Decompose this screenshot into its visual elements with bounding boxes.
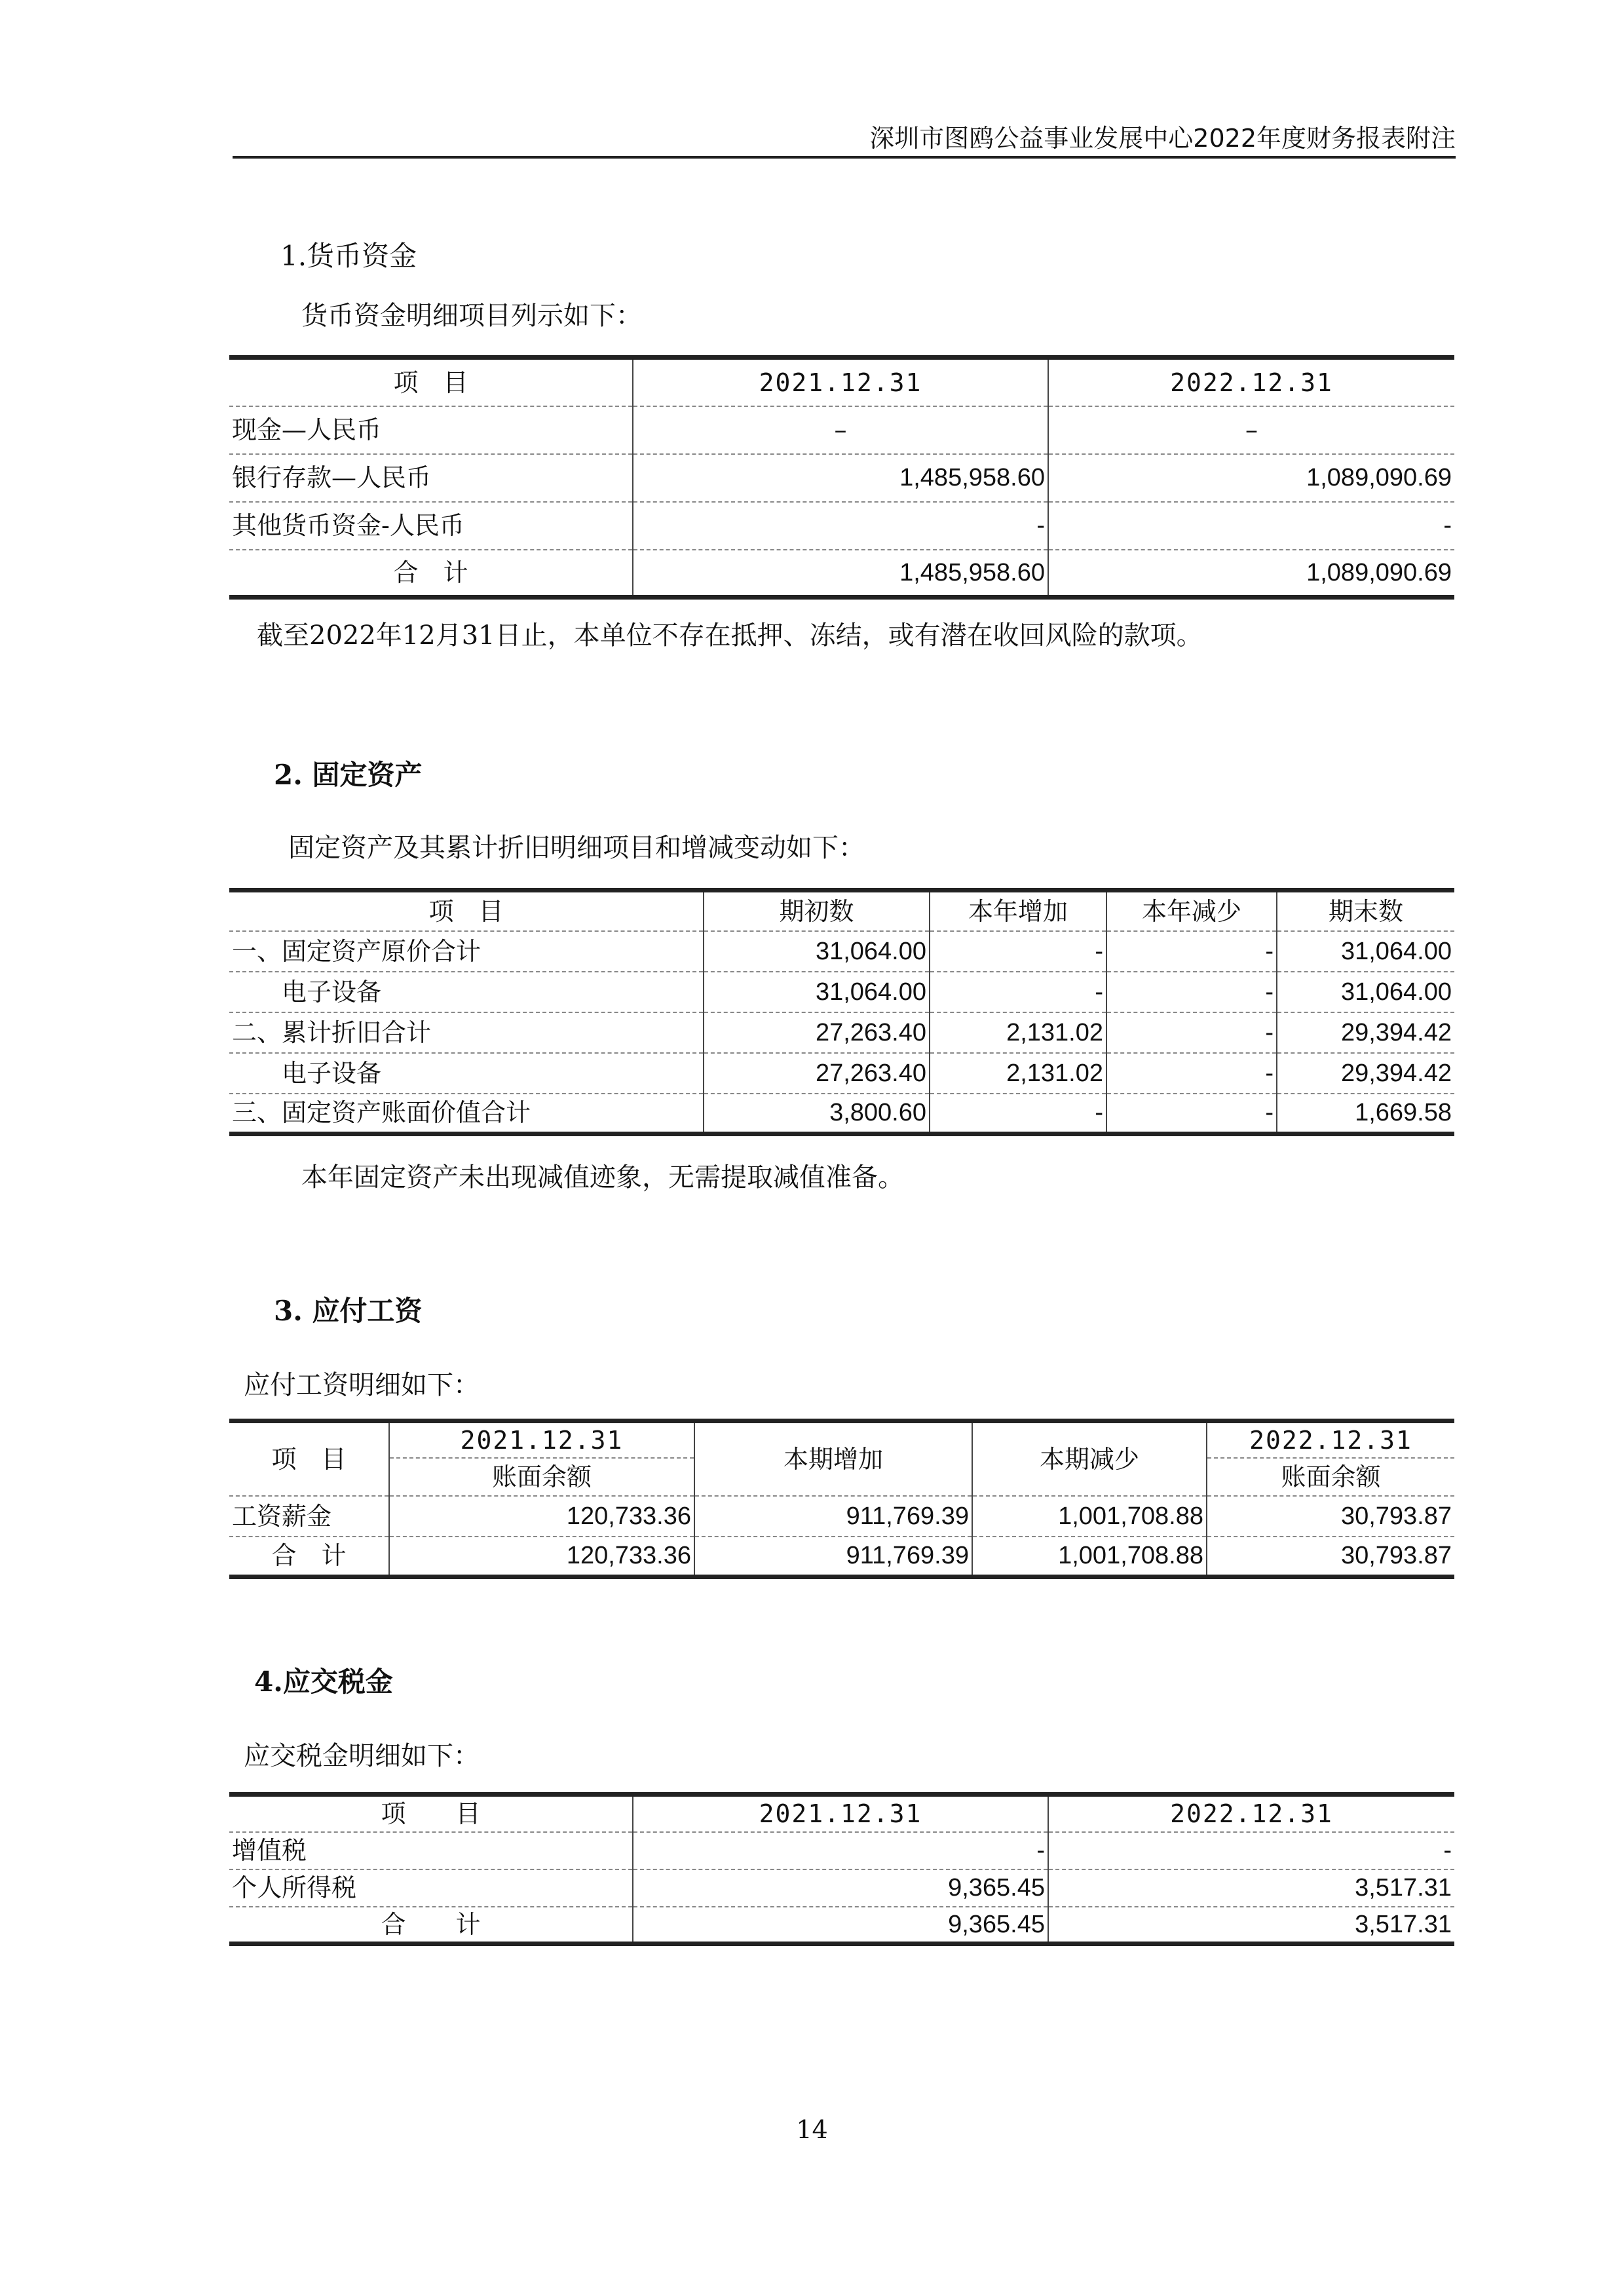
cell-begin: 27,263.40 — [704, 1012, 930, 1053]
section-2-title: 2. 固定资产 — [274, 759, 423, 791]
header-2022: 2022.12.31 — [1048, 1795, 1454, 1832]
cell-2021: 9,365.45 — [633, 1907, 1048, 1944]
section-4-intro: 应交税金明细如下： — [244, 1741, 480, 1771]
table-header-row — [229, 358, 1454, 406]
cell-increase: 2,131.02 — [930, 1053, 1106, 1094]
table-row — [229, 454, 1454, 502]
table-row — [229, 406, 1454, 454]
header-item: 项 目 — [229, 890, 704, 931]
cell-2022: 3,517.31 — [1048, 1869, 1454, 1907]
section-2-intro: 固定资产及其累计折旧明细项目和增减变动如下： — [288, 833, 865, 863]
row-label: 电子设备 — [229, 1053, 704, 1094]
header-2021: 2021.12.31 — [633, 1795, 1048, 1832]
cell-2022: 1,089,090.69 — [1048, 550, 1454, 598]
header-increase: 本期增加 — [694, 1421, 972, 1496]
header-item: 项 目 — [229, 1421, 389, 1496]
total-row — [229, 550, 1454, 598]
cell-decrease: - — [1106, 1012, 1277, 1053]
section-1-intro: 货币资金明细项目列示如下： — [301, 301, 642, 331]
table-row — [229, 1053, 1454, 1094]
cell-begin: 31,064.00 — [704, 931, 930, 972]
cell-begin: 27,263.40 — [704, 1053, 930, 1094]
table-header-row — [229, 1421, 1454, 1458]
cell-2021: – — [633, 406, 1048, 454]
row-label: 银行存款—人民币 — [229, 454, 633, 502]
table-row — [229, 1012, 1454, 1053]
header-2021: 2021.12.31 — [389, 1421, 694, 1458]
row-label: 合 计 — [381, 1909, 481, 1939]
row-label: 二、累计折旧合计 — [229, 1012, 704, 1053]
section-3-title: 3. 应付工资 — [274, 1295, 423, 1327]
total-row — [229, 1537, 1454, 1577]
table-row — [229, 502, 1454, 550]
cell-2021: - — [633, 1832, 1048, 1869]
header-item: 项 目 — [229, 358, 633, 406]
header-balance-2021: 账面余额 — [389, 1458, 694, 1496]
table-row — [229, 972, 1454, 1012]
cell-end: 31,064.00 — [1277, 972, 1454, 1012]
row-label: 三、固定资产账面价值合计 — [232, 1098, 531, 1128]
cell-decrease: 1,001,708.88 — [972, 1496, 1207, 1537]
table-row — [229, 1832, 1454, 1869]
table-header-row — [229, 1795, 1454, 1832]
section-4-title: 4.应交税金 — [254, 1666, 393, 1698]
cell-increase: 911,769.39 — [694, 1496, 972, 1537]
header-2022: 2022.12.31 — [1207, 1421, 1454, 1458]
header-decrease: 本期减少 — [972, 1421, 1207, 1496]
section-3-intro: 应付工资明细如下： — [244, 1370, 480, 1400]
tax-table — [229, 1792, 1454, 1946]
payroll-table — [229, 1419, 1454, 1579]
section-2-note: 本年固定资产未出现减值迹象，无需提取减值准备。 — [301, 1162, 904, 1193]
table-row — [229, 1094, 1454, 1134]
cell-2021: - — [633, 502, 1048, 550]
header-2022: 2022.12.31 — [1048, 358, 1454, 406]
header-decrease: 本年减少 — [1106, 890, 1277, 931]
cell-2022: - — [1048, 1832, 1454, 1869]
table-row — [229, 931, 1454, 972]
cell-2022: - — [1048, 502, 1454, 550]
cell-end: 29,394.42 — [1277, 1012, 1454, 1053]
cell-decrease: - — [1106, 931, 1277, 972]
row-label: 电子设备 — [229, 972, 704, 1012]
cell-2022: 3,517.31 — [1048, 1907, 1454, 1944]
cell-2022: 1,089,090.69 — [1048, 454, 1454, 502]
page-number: 14 — [796, 2115, 828, 2144]
header-end: 期末数 — [1277, 890, 1454, 931]
cell-begin: 120,733.36 — [389, 1537, 694, 1577]
cell-increase: - — [930, 1094, 1106, 1134]
row-label: 现金—人民币 — [229, 406, 633, 454]
cell-end: 30,793.87 — [1207, 1537, 1454, 1577]
table-row — [229, 1869, 1454, 1907]
cell-2021: 1,485,958.60 — [633, 454, 1048, 502]
header-item: 项 目 — [229, 1795, 633, 1832]
cash-table — [229, 355, 1454, 600]
table-row — [229, 1496, 1454, 1537]
cell-end: 29,394.42 — [1277, 1053, 1454, 1094]
cell-begin: 3,800.60 — [704, 1094, 930, 1134]
cell-decrease: - — [1106, 1094, 1277, 1134]
header-rule — [233, 156, 1456, 159]
page-header: 深圳市图鸥公益事业发展中心2022年度财务报表附注 — [869, 124, 1456, 153]
cell-2021: 9,365.45 — [633, 1869, 1048, 1907]
row-label: 工资薪金 — [229, 1496, 389, 1537]
table-header-row — [229, 890, 1454, 931]
cell-increase: - — [930, 931, 1106, 972]
fixed-assets-table — [229, 888, 1454, 1136]
row-label: 增值税 — [229, 1832, 633, 1869]
header-increase: 本年增加 — [930, 890, 1106, 931]
section-1-note: 截至2022年12月31日止，本单位不存在抵押、冻结，或有潜在收回风险的款项。 — [257, 621, 1203, 651]
row-label: 合 计 — [271, 1541, 347, 1571]
header-begin: 期初数 — [704, 890, 930, 931]
cell-increase: 911,769.39 — [694, 1537, 972, 1577]
row-label: 个人所得税 — [229, 1869, 633, 1907]
cell-begin: 120,733.36 — [389, 1496, 694, 1537]
cell-end: 30,793.87 — [1207, 1496, 1454, 1537]
cell-increase: - — [930, 972, 1106, 1012]
total-row — [229, 1907, 1454, 1944]
cell-decrease: 1,001,708.88 — [972, 1537, 1207, 1577]
row-label: 合 计 — [393, 558, 468, 587]
cell-decrease: - — [1106, 972, 1277, 1012]
section-1-title: 1.货币资金 — [280, 240, 417, 272]
row-label: 其他货币资金-人民币 — [229, 502, 633, 550]
cell-decrease: - — [1106, 1053, 1277, 1094]
cell-end: 31,064.00 — [1277, 931, 1454, 972]
header-2021: 2021.12.31 — [633, 358, 1048, 406]
cell-2022: – — [1048, 406, 1454, 454]
row-label: 一、固定资产原价合计 — [229, 931, 704, 972]
header-balance-2022: 账面余额 — [1207, 1458, 1454, 1496]
cell-end: 1,669.58 — [1277, 1094, 1454, 1134]
cell-2021: 1,485,958.60 — [633, 550, 1048, 598]
cell-begin: 31,064.00 — [704, 972, 930, 1012]
cell-increase: 2,131.02 — [930, 1012, 1106, 1053]
